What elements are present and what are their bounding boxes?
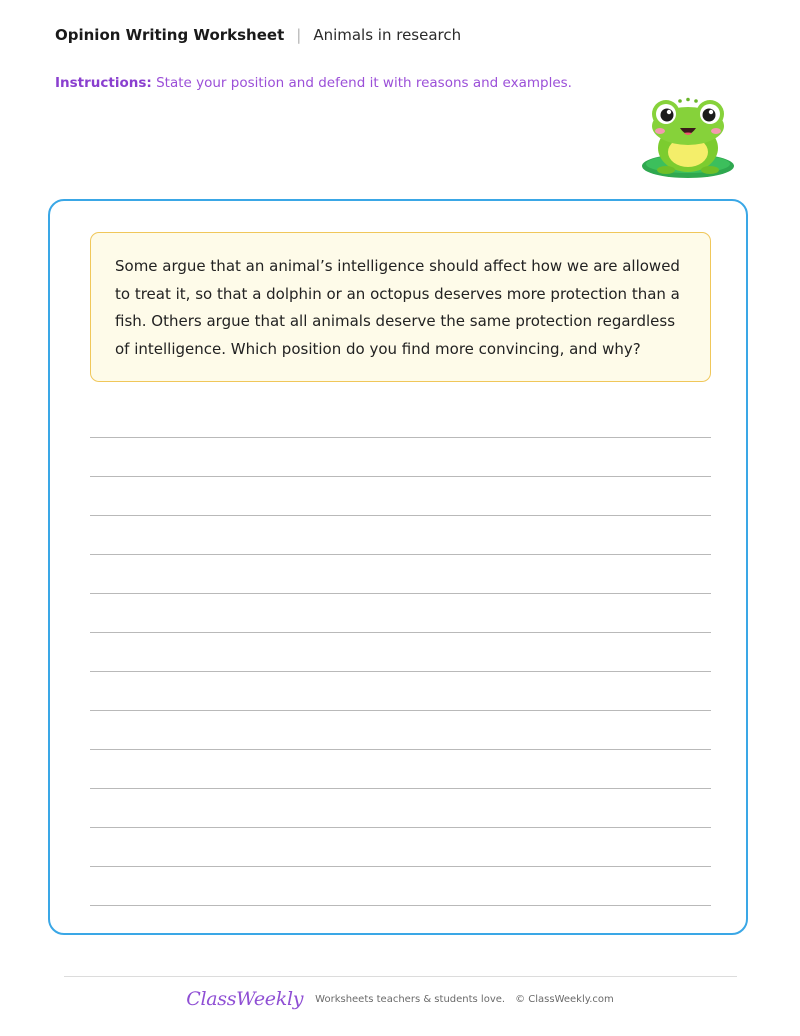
- writing-line[interactable]: [90, 827, 711, 828]
- prompt-text: Some argue that an animal’s intelligence should affect how we are allowed to treat it, so that a dolphin or an octopus deserves more protection than a fish. Others argue that all animals deserve the same protection regardless of intelligence. Which position do you find more convincing, and why?: [115, 257, 680, 358]
- writing-line[interactable]: [90, 476, 711, 477]
- footer-copyright: © ClassWeekly.com: [515, 993, 614, 1005]
- frog-icon: [640, 96, 736, 182]
- writing-line[interactable]: [90, 632, 711, 633]
- footer: [0, 988, 800, 1010]
- worksheet-topic: Animals in research: [313, 26, 462, 44]
- worksheet-title: Opinion Writing Worksheet: [55, 26, 285, 44]
- writing-line[interactable]: [90, 515, 711, 516]
- prompt-box: [90, 232, 711, 382]
- footer-divider: [64, 976, 737, 977]
- writing-line[interactable]: [90, 671, 711, 672]
- writing-line[interactable]: [90, 866, 711, 867]
- brand-logo: ClassWeekly: [186, 988, 304, 1010]
- writing-line[interactable]: [90, 554, 711, 555]
- instructions-label: Instructions:: [55, 75, 152, 91]
- writing-line[interactable]: [90, 788, 711, 789]
- header-separator: |: [296, 26, 302, 44]
- footer-tagline: Worksheets teachers & students love.: [315, 993, 506, 1005]
- writing-line[interactable]: [90, 749, 711, 750]
- writing-line[interactable]: [90, 905, 711, 906]
- writing-line[interactable]: [90, 437, 711, 438]
- writing-line[interactable]: [90, 710, 711, 711]
- worksheet-header: [55, 26, 461, 44]
- instructions-text: State your position and defend it with reasons and examples.: [151, 75, 572, 91]
- writing-line[interactable]: [90, 593, 711, 594]
- instructions: [55, 75, 572, 91]
